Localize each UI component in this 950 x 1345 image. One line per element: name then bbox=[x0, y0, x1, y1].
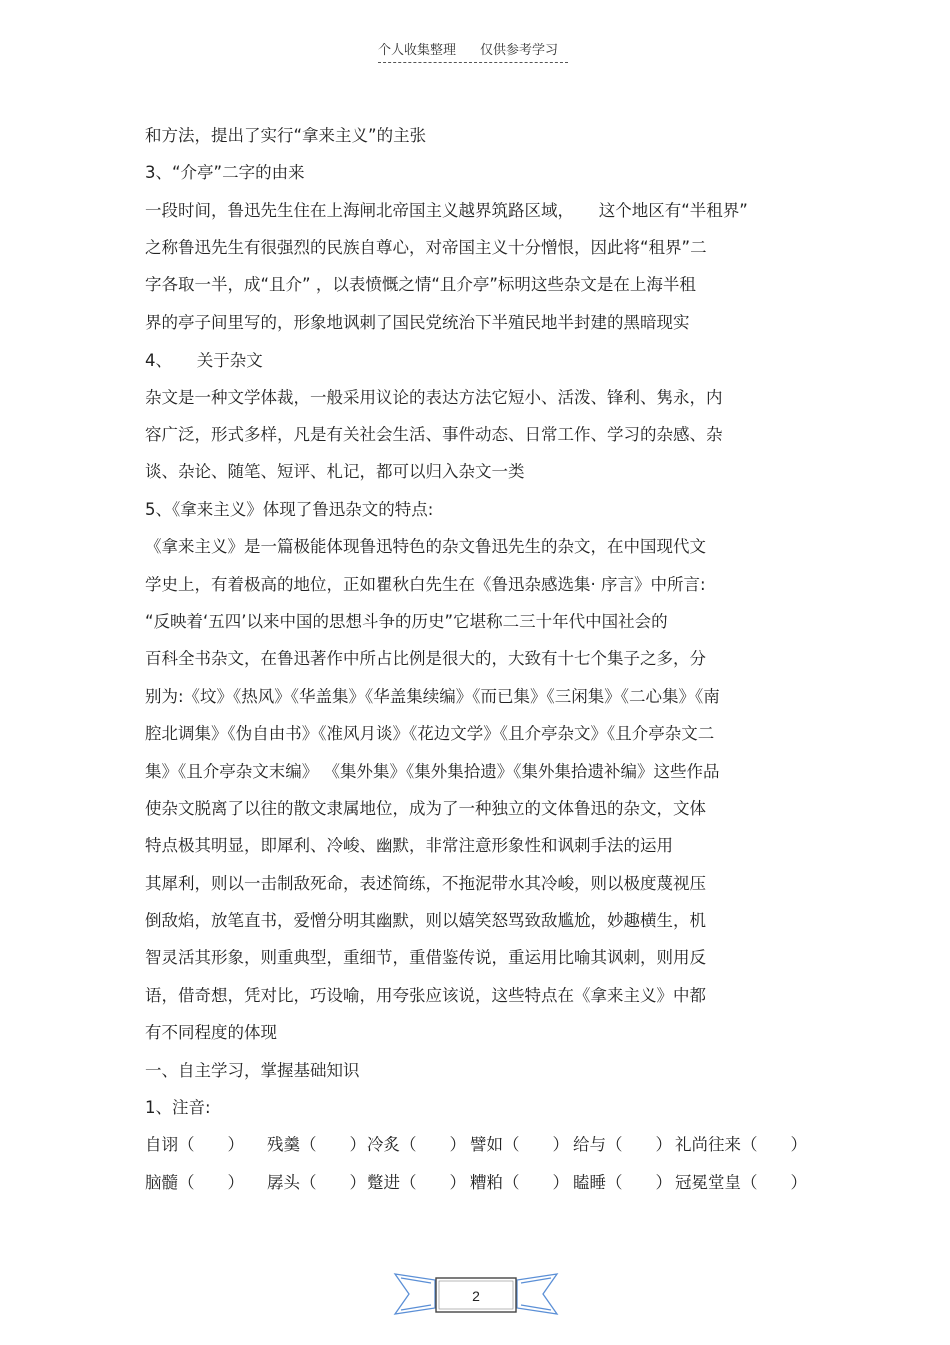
pinyin-item: 残羹（ ） bbox=[267, 1135, 366, 1154]
text-line: 字各取一半，成“且介” ，以表愤慨之情“且介亭”标明这些杂文是在上海半租 bbox=[145, 275, 696, 294]
pinyin-item: 蹩进（ ） bbox=[367, 1173, 466, 1192]
pinyin-item: 礼尚往来（ ） bbox=[675, 1135, 807, 1154]
text-line: 倒敌焰，放笔直书，爱憎分明其幽默，则以嬉笑怒骂致敌尴尬，妙趣横生，机 bbox=[145, 911, 706, 930]
text-line: 界的亭子间里写的，形象地讽刺了国民党统治下半殖民地半封建的黑暗现实 bbox=[145, 313, 690, 332]
pinyin-item: 自诩（ ） bbox=[145, 1135, 244, 1154]
text-line: 智灵活其形象，则重典型，重细节，重借鉴传说，重运用比喻其讽刺，则用反 bbox=[145, 948, 706, 967]
text-line: 容广泛，形式多样，凡是有关社会生活、事件动态、日常工作、学习的杂感、杂 bbox=[145, 425, 723, 444]
header-right-text: 仅供参考学习 bbox=[480, 43, 559, 58]
text-line: 百科全书杂文，在鲁迅著作中所占比例是很大的，大致有十七个集子之多，分 bbox=[145, 649, 706, 668]
text-line: 学史上，有着极高的地位，正如瞿秋白先生在《鲁迅杂感选集· 序言》中所言: bbox=[145, 575, 706, 594]
section-heading: 一、自主学习，掌握基础知识 bbox=[145, 1061, 360, 1080]
text-line: 和方法，提出了实行“拿来主义”的主张 bbox=[145, 126, 427, 145]
header-left-text: 个人收集整理 bbox=[378, 43, 457, 58]
page-number: 2 bbox=[472, 1288, 480, 1304]
text-line: 谈、杂论、随笔、短评、札记，都可以归入杂文一类 bbox=[145, 462, 525, 481]
text-line: 《拿来主义》是一篇极能体现鲁迅特色的杂文鲁迅先生的杂文，在中国现代文 bbox=[145, 537, 706, 556]
pinyin-item: 孱头（ ） bbox=[267, 1173, 366, 1192]
text-line: 集》《且介亭杂文末编》 《集外集》《集外集拾遗》《集外集拾遗补编》这些作品 bbox=[145, 762, 720, 781]
section-heading: 3、“介亭”二字的由来 bbox=[145, 163, 305, 182]
text-line: 别为:《坟》《热风》《华盖集》《华盖集续编》《而已集》《三闲集》《二心集》《南 bbox=[145, 687, 720, 706]
text-line: 一段时间，鲁迅先生住在上海闸北帝国主义越界筑路区域， 这个地区有“半租界” bbox=[145, 201, 748, 220]
text-line: 有不同程度的体现 bbox=[145, 1023, 277, 1042]
text-line: 特点极其明显，即犀利、冷峻、幽默，非常注意形象性和讽刺手法的运用 bbox=[145, 836, 673, 855]
text-line: 语，借奇想，凭对比，巧设喻，用夸张应该说，这些特点在《拿来主义》中都 bbox=[145, 986, 706, 1005]
section-heading: 1、注音: bbox=[145, 1098, 211, 1117]
text-line: 其犀利，则以一击制敌死命，表述简练，不拖泥带水其冷峻，则以极度蔑视压 bbox=[145, 874, 706, 893]
pinyin-item: 冠冕堂皇（ ） bbox=[675, 1173, 807, 1192]
page-header bbox=[378, 39, 568, 63]
text-line: 使杂文脱离了以往的散文隶属地位，成为了一种独立的文体鲁迅的杂文，文体 bbox=[145, 799, 706, 818]
section-heading: 5、《拿来主义》体现了鲁迅杂文的特点: bbox=[145, 500, 434, 519]
pinyin-item: 糟粕（ ） bbox=[470, 1173, 569, 1192]
pinyin-item: 譬如（ ） bbox=[470, 1135, 569, 1154]
text-line: 杂文是一种文学体裁，一般采用议论的表达方法它短小、活泼、锋利、隽永，内 bbox=[145, 388, 723, 407]
pinyin-item: 冷炙（ ） bbox=[367, 1135, 466, 1154]
section-heading: 4、 关于杂文 bbox=[145, 351, 263, 370]
pinyin-item: 脑髓（ ） bbox=[145, 1173, 244, 1192]
pinyin-item: 瞌睡（ ） bbox=[573, 1173, 672, 1192]
pinyin-item: 给与（ ） bbox=[573, 1135, 672, 1154]
text-line: 腔北调集》《伪自由书》《准风月谈》《花边文学》《且介亭杂文》《且介亭杂文二 bbox=[145, 724, 715, 743]
text-line: 之称鲁迅先生有很强烈的民族自尊心，对帝国主义十分憎恨，因此将“租界”二 bbox=[145, 238, 707, 257]
text-line: “反映着‘五四’以来中国的思想斗争的历史”它堪称二三十年代中国社会的 bbox=[145, 612, 668, 631]
